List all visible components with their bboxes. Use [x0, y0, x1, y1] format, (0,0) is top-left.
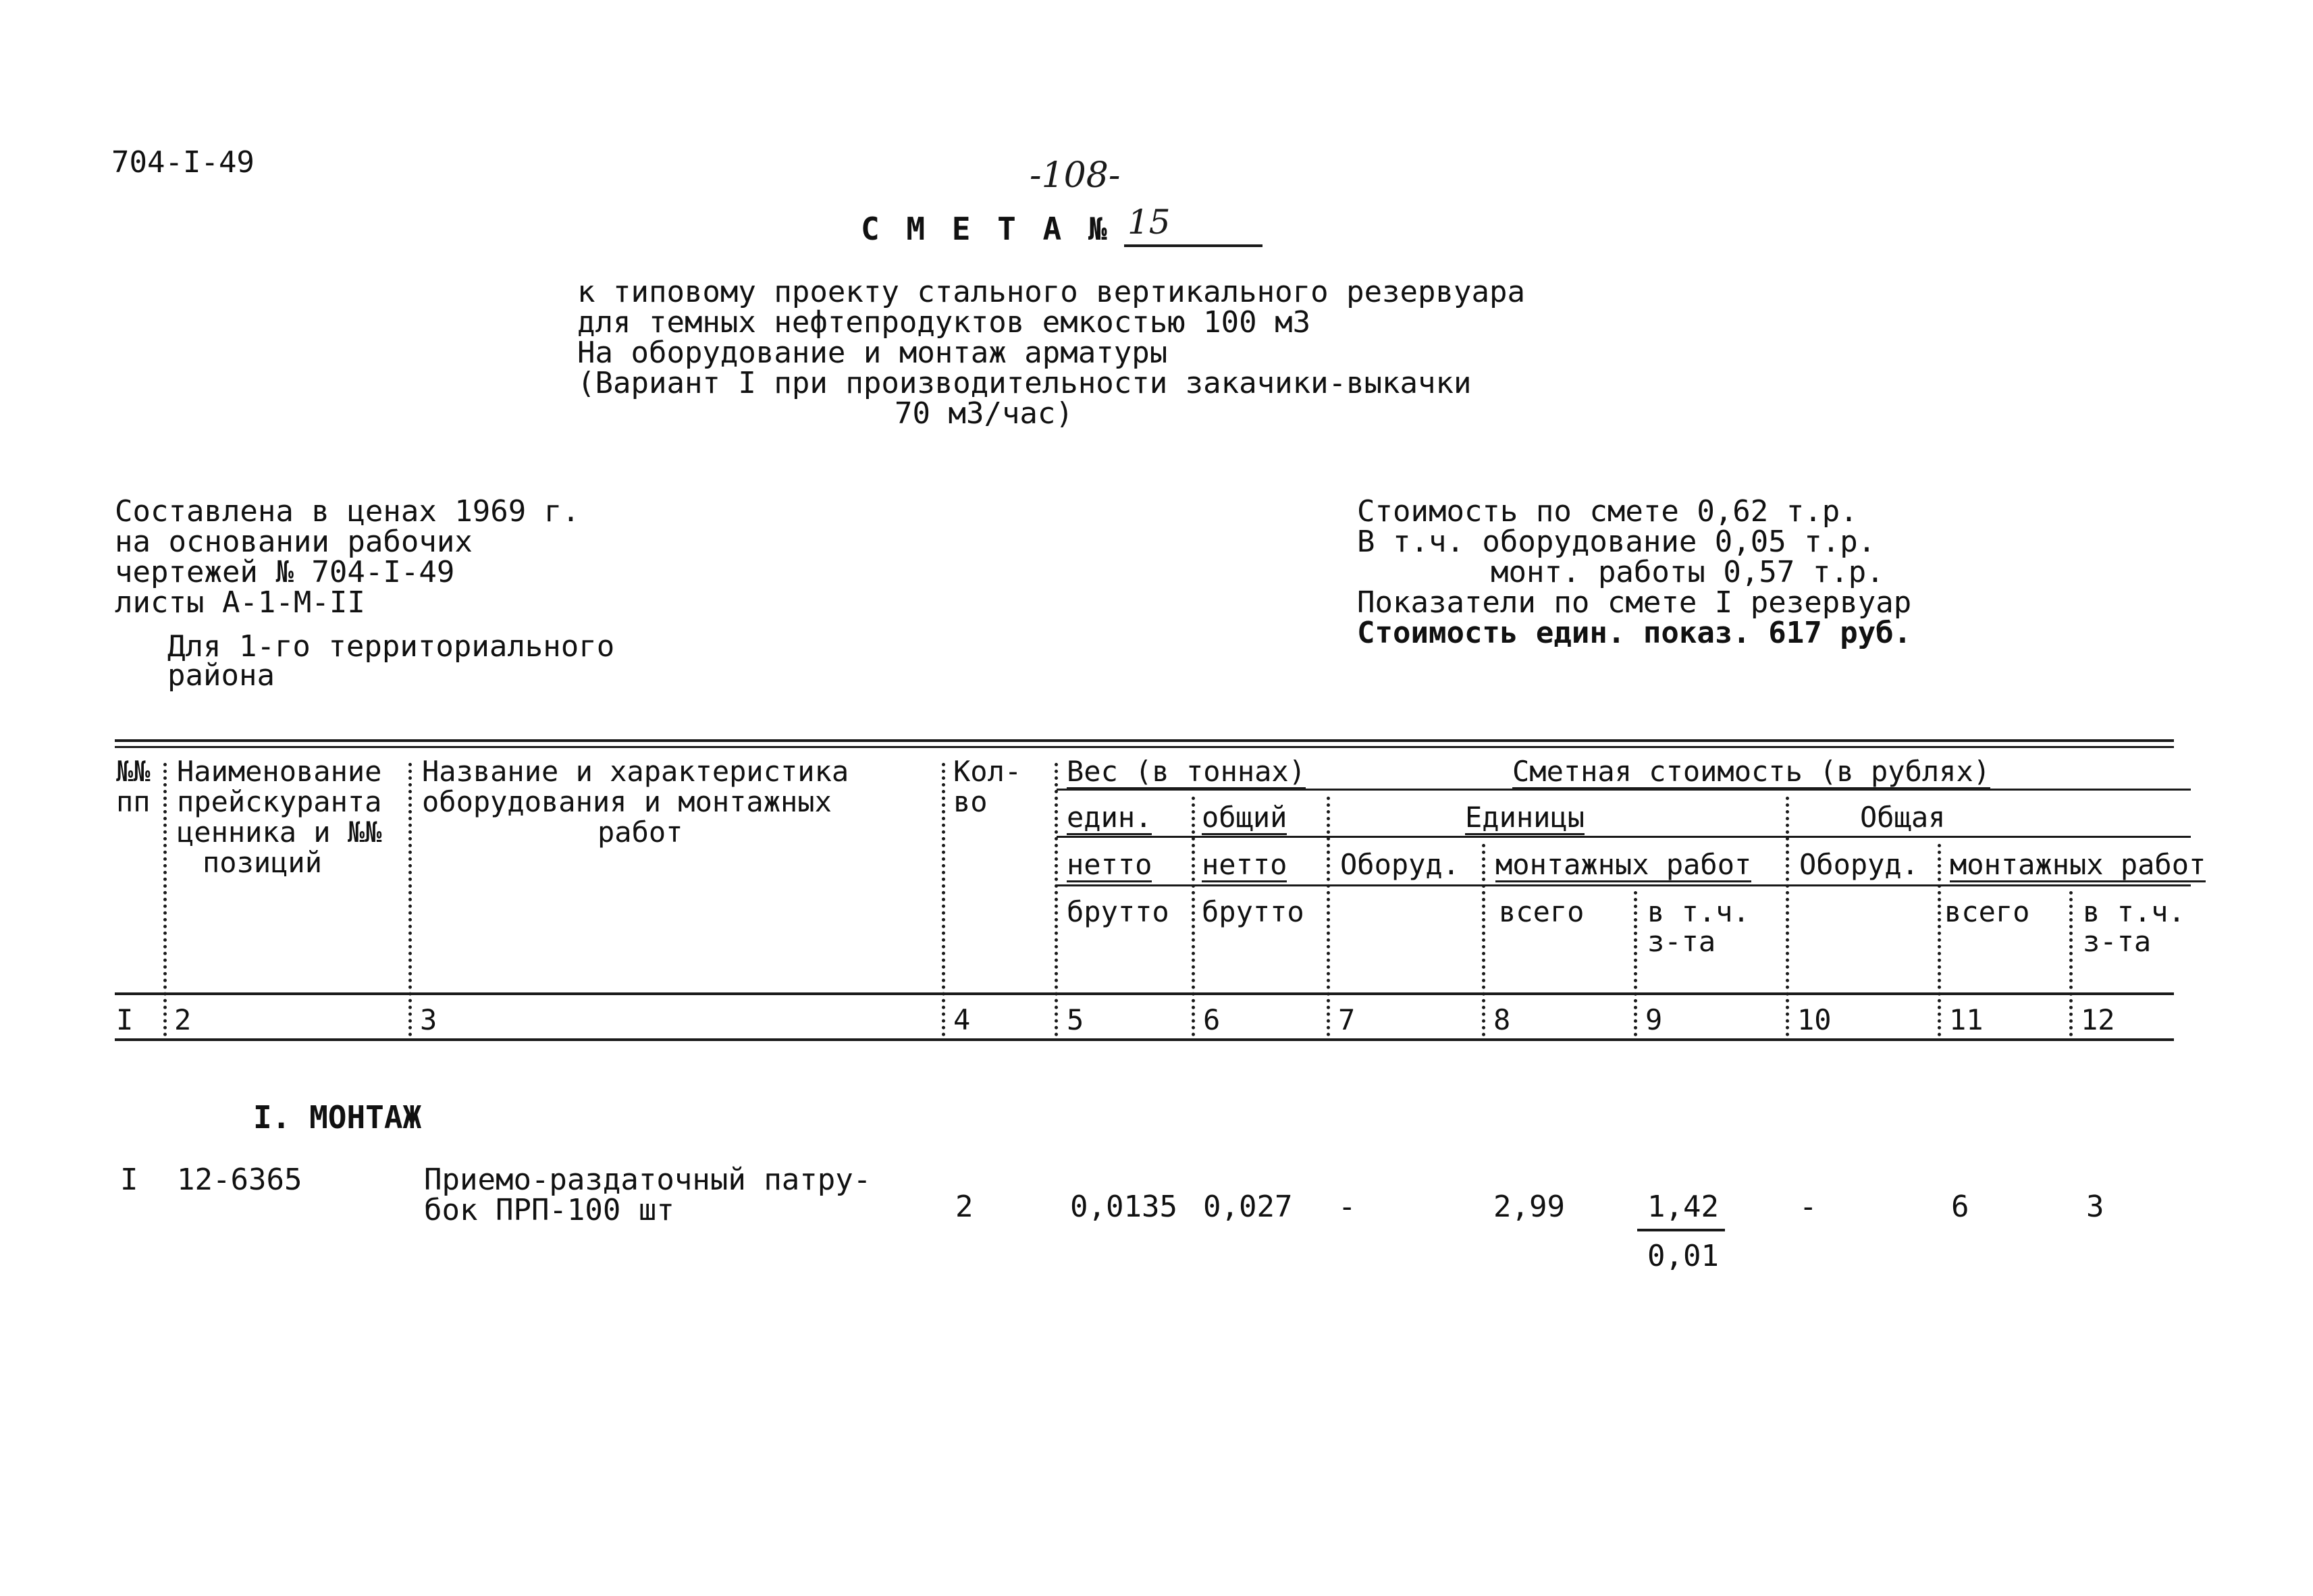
hdr-cost-general: Общая — [1860, 801, 1946, 834]
header-rule-units — [1057, 836, 2191, 838]
col-sep-1 — [163, 763, 167, 1036]
colnum-6: 6 — [1203, 1003, 1221, 1036]
hdr-total-incl: в т.ч. — [2083, 895, 2185, 928]
subtitle-line-1: к типовому проекту стального вертикального резервуара — [577, 275, 1525, 309]
hdr-unit-all: всего — [1499, 895, 1585, 928]
right-info-line-2: В т.ч. оборудование 0,05 т.р. — [1357, 525, 1876, 559]
row-1-name-line1: Приемо-раздаточный патру- — [424, 1163, 872, 1197]
col-sep-3 — [942, 763, 945, 1036]
title-number-underline — [1124, 244, 1262, 247]
hdr-c3-line1: Название и характеристика — [422, 755, 849, 788]
col-sep-9 — [1786, 797, 1789, 1036]
hdr-c2-line4: позиций — [203, 846, 323, 879]
col-sep-4 — [1055, 763, 1058, 1036]
col-sep-11 — [2069, 891, 2073, 1036]
hdr-cost: Сметная стоимость (в рублях) — [1512, 755, 1991, 788]
hdr-total-salary: з-та — [2083, 925, 2152, 958]
col-sep-10 — [1938, 844, 1941, 1036]
hdr-netto-total: нетто — [1202, 848, 1287, 881]
right-info-line-4: Показатели по смете I резервуар — [1357, 585, 1912, 620]
colnum-1: I — [116, 1003, 134, 1036]
header-bottom-rule — [115, 992, 2174, 995]
colnum-10: 10 — [1797, 1003, 1832, 1036]
right-info-line-5: Стоимость един. показ. 617 руб. — [1357, 616, 1912, 650]
hdr-brutto-total: брутто — [1202, 895, 1304, 928]
document-code: 704-I-49 — [111, 145, 255, 180]
colnum-11: 11 — [1949, 1003, 1984, 1036]
row-1-equip-total: - — [1799, 1190, 1817, 1224]
section-title: I. МОНТАЖ — [253, 1099, 422, 1136]
hdr-weight: Вес (в тоннах) — [1067, 755, 1306, 788]
right-info-line-1: Стоимость по смете 0,62 т.р. — [1357, 494, 1858, 529]
subtitle-line-4: (Вариант I при производительности закачики-выкачки — [577, 366, 1472, 400]
hdr-unit-salary: з-та — [1647, 925, 1716, 958]
hdr-c2-line3: ценника и №№ — [177, 816, 382, 849]
row-1-mount-total: 6 — [1951, 1190, 1969, 1224]
colnum-5: 5 — [1067, 1003, 1084, 1036]
header-rule-netto — [1057, 884, 2191, 886]
col-sep-2 — [408, 763, 412, 1036]
colnum-3: 3 — [420, 1003, 437, 1036]
estimate-number: 15 — [1127, 203, 1171, 242]
hdr-brutto-unit: брутто — [1067, 895, 1169, 928]
hdr-mount-unit: монтажных работ — [1495, 848, 1752, 881]
colnum-9: 9 — [1645, 1003, 1663, 1036]
col-sep-5 — [1192, 797, 1195, 1036]
colnum-8: 8 — [1493, 1003, 1511, 1036]
col-sep-7 — [1482, 844, 1485, 1036]
left-info-line-4: листы А-1-М-II — [115, 585, 365, 620]
hdr-equip-unit: Оборуд. — [1340, 848, 1460, 881]
left-info-line-3: чертежей № 704-I-49 — [115, 555, 455, 589]
hdr-c4-line2: во — [953, 785, 988, 818]
hdr-mount-total: монтажных работ — [1950, 848, 2206, 881]
hdr-unit-incl: в т.ч. — [1647, 895, 1750, 928]
subtitle-line-5: 70 м3/час) — [895, 396, 1073, 431]
hdr-c1-line2: пп — [116, 785, 151, 818]
row-1-weight-unit: 0,0135 — [1070, 1190, 1177, 1224]
column-numbers-rule — [115, 1038, 2174, 1041]
table-top-rule — [115, 739, 2174, 742]
subtitle-line-2: для темных нефтепродуктов емкостью 100 м3 — [577, 305, 1311, 340]
row-1-mount-unit-incl-sub: 0,01 — [1647, 1239, 1719, 1273]
left-info-line-1: Составлена в ценах 1969 г. — [115, 494, 580, 529]
row-1-weight-total: 0,027 — [1203, 1190, 1293, 1224]
hdr-equip-total: Оборуд. — [1799, 848, 1919, 881]
hdr-weight-total: общий — [1202, 801, 1287, 834]
left-info-line-2: на основании рабочих — [115, 525, 473, 559]
row-1-code: 12-6365 — [177, 1163, 302, 1197]
hdr-c4-line1: Кол- — [953, 755, 1022, 788]
row-1-qty: 2 — [955, 1190, 974, 1224]
row-1-equip-unit: - — [1338, 1190, 1356, 1224]
table-top-rule-inner — [115, 746, 2174, 748]
colnum-4: 4 — [953, 1003, 971, 1036]
row-1-name-line2: бок ПРП-100 шт — [424, 1193, 674, 1227]
left-info-line-5: Для 1-го территориального — [167, 629, 615, 664]
right-info-line-3: монт. работы 0,57 т.р. — [1491, 555, 1884, 589]
row-1-mount-unit-incl: 1,42 — [1647, 1190, 1719, 1224]
row-1-num: I — [120, 1163, 138, 1197]
hdr-weight-unit: един. — [1067, 801, 1152, 834]
row-1-mount-unit: 2,99 — [1493, 1190, 1565, 1224]
colnum-2: 2 — [174, 1003, 192, 1036]
subtitle-line-3: На оборудование и монтаж арматуры — [577, 336, 1168, 370]
hdr-c1-line1: №№ — [116, 755, 151, 788]
row-1-mount-total-incl: 3 — [2086, 1190, 2104, 1224]
hdr-cost-units: Единицы — [1465, 801, 1585, 834]
hdr-netto-unit: нетто — [1067, 848, 1152, 881]
colnum-7: 7 — [1338, 1003, 1356, 1036]
hdr-c2-line2: прейскуранта — [177, 785, 382, 818]
hdr-total-all: всего — [1944, 895, 2030, 928]
document-title: С М Е Т А № — [861, 211, 1111, 247]
row-1-fraction-bar — [1637, 1229, 1725, 1231]
page-number: -108- — [1030, 155, 1121, 196]
hdr-c2-line1: Наименование — [177, 755, 382, 788]
left-info-line-6: района — [167, 658, 275, 693]
hdr-c3-line2: оборудования и монтажных — [422, 785, 832, 818]
colnum-12: 12 — [2081, 1003, 2115, 1036]
col-sep-8 — [1634, 891, 1637, 1036]
col-sep-6 — [1327, 797, 1330, 1036]
hdr-c3-line3: работ — [597, 816, 683, 849]
